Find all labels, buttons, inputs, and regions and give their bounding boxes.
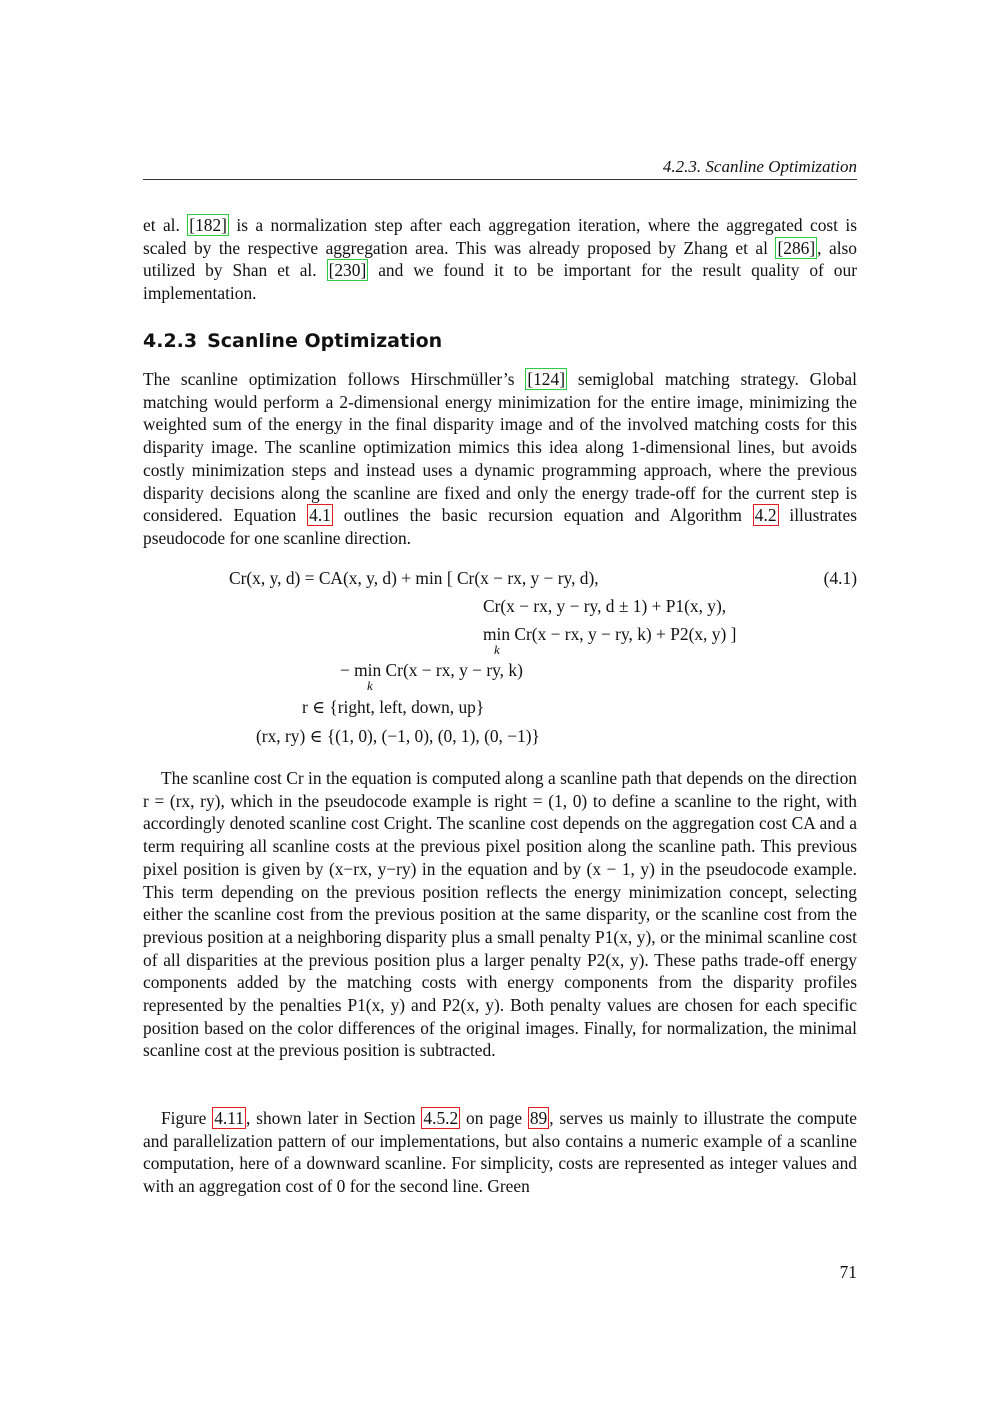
section-number: 4.2.3: [143, 330, 198, 352]
citation-link-286[interactable]: [286]: [777, 237, 816, 258]
equation-number: (4.1): [823, 568, 857, 588]
equation-line-1: Cr(x, y, d) = CA(x, y, d) + min [ Cr(x − rx, y − ry, d),: [229, 568, 599, 588]
equation-line-3-subscript: k: [494, 642, 500, 657]
section-ref-link[interactable]: 4.5.2: [423, 1108, 459, 1128]
citation-link-124[interactable]: [124]: [527, 369, 565, 389]
para1-text-2: semiglobal matching strategy. Global matching would perform a 2-dimensional energy minimization for the entire image, minimizing the weighted sum of the energy in the final disparity image and of the involved matching costs for this disparity image. The scanline optimization mimics this idea along 1-dimensional lines, but avoids costly minimization steps and instead uses a dynamic programming approach, where the previous disparity decisions along the scanline are fixed and only the energy trade-off for the current step is considered. Equation: [143, 369, 857, 526]
paragraph-3: [143, 1107, 857, 1198]
running-header: [143, 157, 857, 180]
equation-line-6: (rx, ry) ∈ {(1, 0), (−1, 0), (0, 1), (0, −1)}: [256, 726, 540, 746]
intro-paragraph: [143, 214, 857, 305]
equation-line-3: min Cr(x − rx, y − ry, k) + P2(x, y) ]: [483, 624, 737, 644]
section-heading: [143, 330, 442, 352]
running-title: 4.2.3. Scanline Optimization: [662, 157, 857, 176]
para1-text-4: illustrates pseudocode for one scanline direction.: [143, 505, 857, 548]
paragraph-2-text: The scanline cost Cr in the equation is computed along a scanline path that depends on the direction r = (rx, ry), which in the pseudocode example is right = (1, 0) to define a scanline to the right, with accordingly denoted scanline cost Cright. The scanline cost depends on the aggregation cost CA and a term requiring all scanline costs at the previous pixel position along the scanline path. This previous pixel position is given by (x−rx, y−ry) in the equation and by (x − 1, y) in the pseudocode example. This term depending on the previous position reflects the energy minimization concept, selecting either the scanline cost from the previous position at the same disparity, or the scanline cost from the previous position at a neighboring disparity plus a small penalty P1(x, y), or the minimal scanline cost of all disparities at the previous position plus a larger penalty P2(x, y). These paths trade-off energy components added by the matching costs with energy components from the disparity profiles represented by the penalties P1(x, y) and P2(x, y). Both penalty values are chosen for each specific position based on the color differences of the original images. Finally, for normalization, the minimal scanline cost at the previous position is subtracted.: [143, 768, 857, 1061]
equation-ref-link[interactable]: 4.1: [309, 505, 331, 526]
citation-link-230[interactable]: [230]: [328, 260, 367, 281]
intro-text-2: is a normalization step after each aggregation iteration, where the aggregated cost is scaled by the respective aggregation area. This was already proposed by Zhang et al: [143, 215, 858, 258]
para3-text-1: Figure: [161, 1108, 213, 1128]
figure-ref-link[interactable]: 4.11: [214, 1108, 245, 1128]
intro-text-3: , also utilized by Shan et al.: [143, 237, 857, 281]
equation-line-5: r ∈ {right, left, down, up}: [302, 697, 485, 717]
paragraph-1: [143, 368, 857, 550]
citation-link-182[interactable]: [182]: [189, 215, 227, 235]
page-ref-link[interactable]: 89: [529, 1108, 548, 1128]
algorithm-ref-link[interactable]: 4.2: [754, 505, 777, 526]
equation-line-2: Cr(x − rx, y − ry, d ± 1) + P1(x, y),: [483, 596, 727, 616]
intro-text-1: et al.: [143, 215, 188, 235]
section-title: Scanline Optimization: [207, 330, 443, 352]
para3-text-4: , serves us mainly to illustrate the compute and parallelization pattern of our implementations, but also contains a numeric example of a scanline computation, here of a downward scanline. For simplicity, costs are represented as integer values and with an aggregation cost of 0 for the second line. Green: [143, 1108, 857, 1197]
para3-text-2: , shown later in Section: [246, 1108, 422, 1128]
paragraph-2: [143, 767, 857, 1062]
equation-line-4-subscript: k: [367, 678, 373, 693]
para1-text-3: outlines the basic recursion equation and Algorithm: [332, 505, 753, 526]
para1-text-1: The scanline optimization follows Hirschmüller’s: [143, 369, 526, 389]
para3-text-3: on page: [460, 1108, 528, 1128]
intro-text-4: and we found it to be important for the result quality of our implementation.: [143, 260, 857, 304]
page-number: 71: [839, 1262, 857, 1282]
equation-line-4: − min Cr(x − rx, y − ry, k): [340, 660, 523, 680]
